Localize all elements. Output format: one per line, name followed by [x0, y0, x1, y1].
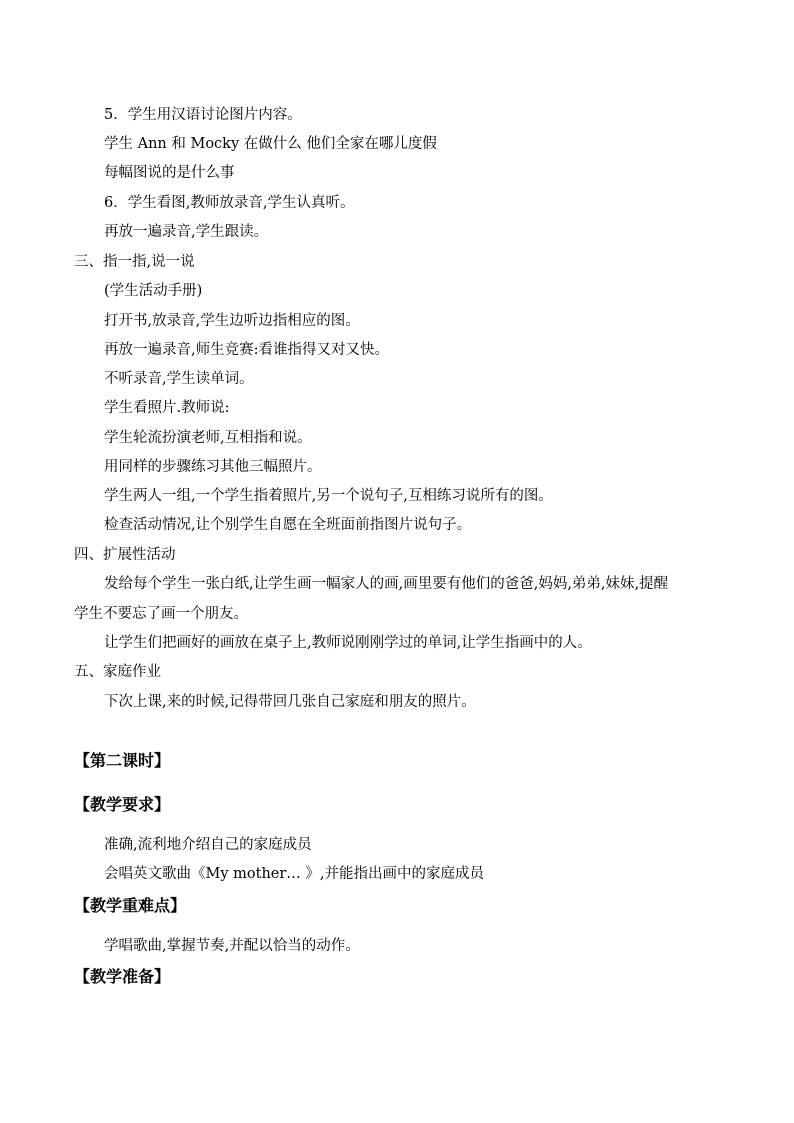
- section-3-line-1: (学生活动手册): [104, 283, 203, 299]
- section-3-line-4: 不听录音,学生读单词。: [104, 371, 254, 387]
- requirements-heading: 【教学要求】: [74, 795, 171, 814]
- section-3-line-7: 用同样的步骤练习其他三幅照片。: [104, 459, 322, 475]
- section-3-line-6: 学生轮流扮演老师,互相指和说。: [104, 430, 312, 446]
- section-3-line-8: 学生两人一组,一个学生指着照片,另一个说句子,互相练习说所有的图。: [104, 488, 553, 504]
- question-line-2: 每幅图说的是什么事: [104, 165, 235, 181]
- section-4-line-1-cont: 学生不要忘了画一个朋友。: [74, 606, 248, 622]
- section-5-heading: 五、家庭作业: [74, 664, 161, 680]
- requirement-2: 会唱英文歌曲《My mother… 》,并能指出画中的家庭成员: [104, 866, 485, 882]
- lesson-2-heading: 【第二课时】: [74, 751, 171, 770]
- requirement-1: 准确,流利地介绍自己的家庭成员: [104, 837, 312, 853]
- section-5-line-1: 下次上课,来的时候,记得带回几张自己家庭和朋友的照片。: [104, 694, 476, 710]
- key-points-heading: 【教学重难点】: [74, 896, 187, 915]
- preparation-heading: 【教学准备】: [74, 967, 171, 986]
- key-points-line: 学唱歌曲,掌握节奏,并配以恰当的动作。: [104, 938, 360, 954]
- section-3-heading: 三、指一指,说一说: [74, 254, 195, 270]
- question-line-1: 学生 Ann 和 Mocky 在做什么 他们全家在哪儿度假: [104, 136, 437, 152]
- section-4-heading: 四、扩展性活动: [74, 547, 176, 563]
- replay-line: 再放一遍录音,学生跟读。: [104, 224, 269, 240]
- section-4-line-1: 发给每个学生一张白纸,让学生画一幅家人的画,画里要有他们的爸爸,妈妈,弟弟,妹妹,提醒: [104, 576, 669, 592]
- section-3-line-2: 打开书,放录音,学生边听边指相应的图。: [104, 313, 360, 329]
- step-6-line: 6．学生看图,教师放录音,学生认真听。: [104, 195, 355, 211]
- step-5-line: 5．学生用汉语讨论图片内容。: [104, 107, 302, 123]
- section-3-line-3: 再放一遍录音,师生竞赛:看谁指得又对又快。: [104, 342, 389, 358]
- section-3-line-5: 学生看照片.教师说:: [104, 400, 230, 416]
- section-3-line-9: 检查活动情况,让个别学生自愿在全班面前指图片说句子。: [104, 517, 472, 533]
- section-4-line-2: 让学生们把画好的画放在桌子上,教师说刚刚学过的单词,让学生指画中的人。: [104, 635, 592, 651]
